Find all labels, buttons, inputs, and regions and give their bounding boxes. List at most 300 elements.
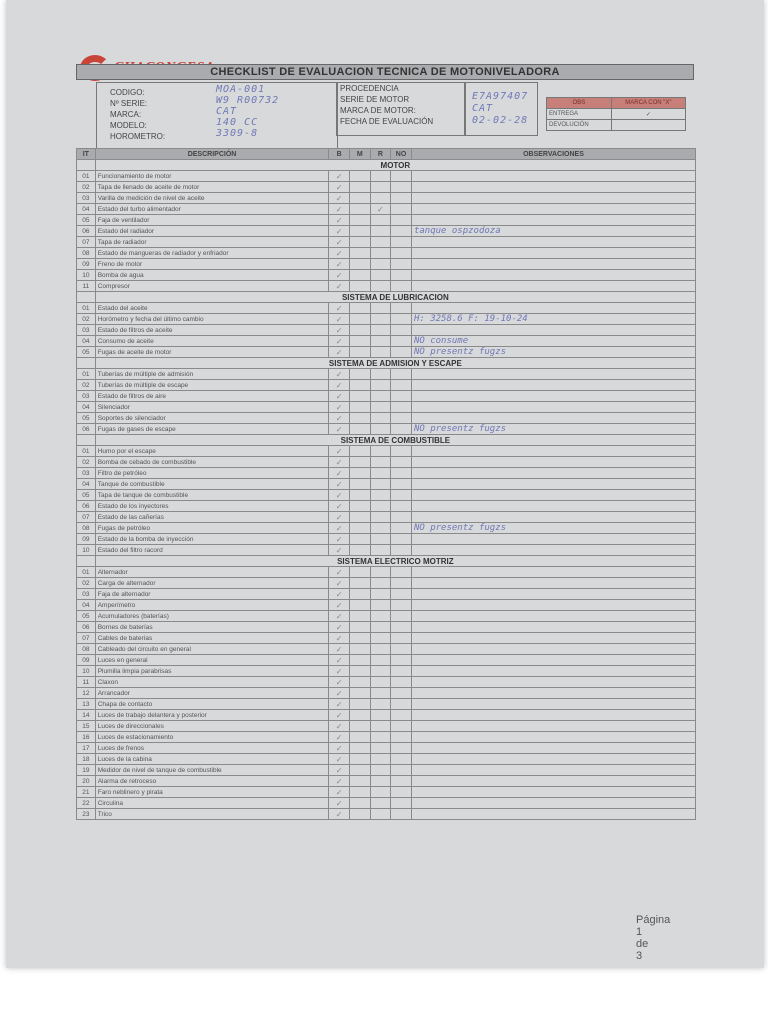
check-b[interactable]: ✓	[329, 281, 350, 292]
check-m[interactable]	[349, 787, 370, 798]
item-description: Luces de frenos	[95, 743, 329, 754]
check-b[interactable]: ✓	[329, 600, 350, 611]
check-m[interactable]	[349, 732, 370, 743]
check-b[interactable]: ✓	[329, 699, 350, 710]
item-observation	[411, 677, 695, 688]
check-m[interactable]	[349, 776, 370, 787]
check-no[interactable]	[391, 677, 412, 688]
check-m[interactable]	[349, 468, 370, 479]
item-number: 05	[77, 413, 96, 424]
check-no[interactable]	[391, 633, 412, 644]
check-m[interactable]	[349, 534, 370, 545]
table-row	[77, 534, 696, 545]
check-m[interactable]	[349, 578, 370, 589]
check-b[interactable]: ✓	[329, 666, 350, 677]
item-description: Bomba de agua	[95, 270, 329, 281]
check-r[interactable]	[370, 710, 391, 721]
check-r[interactable]	[370, 270, 391, 281]
check-r[interactable]	[370, 523, 391, 534]
check-r[interactable]	[370, 644, 391, 655]
check-b[interactable]: ✓	[329, 325, 350, 336]
check-m[interactable]	[349, 215, 370, 226]
check-m[interactable]	[349, 622, 370, 633]
check-no[interactable]	[391, 215, 412, 226]
col-it: IT	[77, 149, 96, 160]
check-r[interactable]	[370, 457, 391, 468]
check-no[interactable]	[391, 600, 412, 611]
check-b[interactable]: ✓	[329, 303, 350, 314]
check-r[interactable]	[370, 798, 391, 809]
check-no[interactable]	[391, 765, 412, 776]
check-r[interactable]	[370, 259, 391, 270]
table-row	[77, 336, 696, 347]
check-no[interactable]	[391, 578, 412, 589]
check-b[interactable]: ✓	[329, 809, 350, 820]
check-b[interactable]: ✓	[329, 182, 350, 193]
modelo-label: MODELO:	[110, 121, 147, 130]
check-r[interactable]	[370, 501, 391, 512]
item-description: Trico	[95, 809, 329, 820]
check-b[interactable]: ✓	[329, 611, 350, 622]
item-description: Luces en general	[95, 655, 329, 666]
check-m[interactable]	[349, 479, 370, 490]
check-b[interactable]: ✓	[329, 259, 350, 270]
check-no[interactable]	[391, 204, 412, 215]
check-r[interactable]	[370, 677, 391, 688]
item-number: 06	[77, 424, 96, 435]
check-no[interactable]	[391, 336, 412, 347]
table-row	[77, 171, 696, 182]
check-m[interactable]	[349, 347, 370, 358]
check-r[interactable]	[370, 446, 391, 457]
check-r[interactable]	[370, 809, 391, 820]
check-no[interactable]	[391, 270, 412, 281]
check-no[interactable]	[391, 314, 412, 325]
check-r[interactable]	[370, 721, 391, 732]
entrega-check[interactable]: ✓	[611, 109, 685, 120]
check-r[interactable]	[370, 171, 391, 182]
check-b[interactable]: ✓	[329, 589, 350, 600]
section-title: MOTOR	[95, 160, 695, 171]
check-no[interactable]	[391, 226, 412, 237]
check-b[interactable]: ✓	[329, 688, 350, 699]
serie-label: Nº SERIE:	[110, 99, 148, 108]
table-row	[77, 347, 696, 358]
check-r[interactable]	[370, 578, 391, 589]
check-m[interactable]	[349, 490, 370, 501]
item-observation	[411, 600, 695, 611]
page-number: Página 1 de 3	[636, 914, 671, 962]
check-r[interactable]	[370, 776, 391, 787]
check-r[interactable]	[370, 600, 391, 611]
item-description: Circulina	[95, 798, 329, 809]
check-b[interactable]: ✓	[329, 754, 350, 765]
check-no[interactable]	[391, 754, 412, 765]
check-r[interactable]	[370, 534, 391, 545]
check-m[interactable]	[349, 567, 370, 578]
check-m[interactable]	[349, 699, 370, 710]
check-b[interactable]: ✓	[329, 534, 350, 545]
check-m[interactable]	[349, 325, 370, 336]
table-row	[77, 501, 696, 512]
table-row	[77, 204, 696, 215]
check-r[interactable]	[370, 336, 391, 347]
check-no[interactable]	[391, 776, 412, 787]
check-b[interactable]: ✓	[329, 347, 350, 358]
check-b[interactable]: ✓	[329, 270, 350, 281]
check-b[interactable]: ✓	[329, 721, 350, 732]
check-no[interactable]	[391, 325, 412, 336]
check-no[interactable]	[391, 402, 412, 413]
col-m: M	[349, 149, 370, 160]
check-r[interactable]	[370, 512, 391, 523]
check-m[interactable]	[349, 655, 370, 666]
check-no[interactable]	[391, 259, 412, 270]
check-m[interactable]	[349, 314, 370, 325]
check-no[interactable]	[391, 611, 412, 622]
item-number: 09	[77, 655, 96, 666]
check-no[interactable]	[391, 699, 412, 710]
check-no[interactable]	[391, 182, 412, 193]
check-no[interactable]	[391, 457, 412, 468]
check-m[interactable]	[349, 677, 370, 688]
check-b[interactable]: ✓	[329, 776, 350, 787]
item-number: 09	[77, 534, 96, 545]
item-observation	[411, 413, 695, 424]
check-m[interactable]	[349, 754, 370, 765]
check-no[interactable]	[391, 237, 412, 248]
check-r[interactable]	[370, 248, 391, 259]
check-no[interactable]	[391, 468, 412, 479]
check-b[interactable]: ✓	[329, 633, 350, 644]
item-observation	[411, 468, 695, 479]
check-r[interactable]	[370, 490, 391, 501]
check-r[interactable]	[370, 226, 391, 237]
check-b[interactable]: ✓	[329, 380, 350, 391]
check-m[interactable]	[349, 413, 370, 424]
check-m[interactable]	[349, 259, 370, 270]
item-description: Estado del aceite	[95, 303, 329, 314]
check-b[interactable]: ✓	[329, 402, 350, 413]
item-observation	[411, 765, 695, 776]
check-no[interactable]	[391, 732, 412, 743]
check-b[interactable]: ✓	[329, 567, 350, 578]
item-description: Carga de alternador	[95, 578, 329, 589]
check-no[interactable]	[391, 171, 412, 182]
item-number: 05	[77, 347, 96, 358]
check-m[interactable]	[349, 600, 370, 611]
check-b[interactable]: ✓	[329, 314, 350, 325]
check-r[interactable]	[370, 182, 391, 193]
check-m[interactable]	[349, 457, 370, 468]
check-r[interactable]	[370, 402, 391, 413]
check-b[interactable]: ✓	[329, 677, 350, 688]
check-b[interactable]: ✓	[329, 468, 350, 479]
check-b[interactable]: ✓	[329, 787, 350, 798]
item-observation	[411, 655, 695, 666]
check-no[interactable]	[391, 567, 412, 578]
check-m[interactable]	[349, 237, 370, 248]
check-no[interactable]	[391, 479, 412, 490]
check-r[interactable]	[370, 688, 391, 699]
table-row	[77, 677, 696, 688]
check-b[interactable]: ✓	[329, 446, 350, 457]
check-m[interactable]	[349, 369, 370, 380]
table-row	[77, 732, 696, 743]
check-m[interactable]	[349, 281, 370, 292]
item-number: 03	[77, 589, 96, 600]
table-row	[77, 699, 696, 710]
check-r[interactable]	[370, 281, 391, 292]
check-b[interactable]: ✓	[329, 512, 350, 523]
check-no[interactable]	[391, 710, 412, 721]
check-no[interactable]	[391, 424, 412, 435]
check-no[interactable]	[391, 490, 412, 501]
check-r[interactable]	[370, 391, 391, 402]
check-b[interactable]: ✓	[329, 523, 350, 534]
check-r[interactable]	[370, 193, 391, 204]
marca-label: MARCA:	[110, 110, 142, 119]
item-description: Horómetro y fecha del último cambio	[95, 314, 329, 325]
check-r[interactable]	[370, 424, 391, 435]
item-description: Luces de direccionales	[95, 721, 329, 732]
check-r[interactable]: ✓	[370, 204, 391, 215]
check-m[interactable]	[349, 666, 370, 677]
check-no[interactable]	[391, 523, 412, 534]
item-description: Tapa de radiador	[95, 237, 329, 248]
check-r[interactable]	[370, 622, 391, 633]
item-number: 10	[77, 666, 96, 677]
check-no[interactable]	[391, 413, 412, 424]
check-r[interactable]	[370, 589, 391, 600]
check-no[interactable]	[391, 369, 412, 380]
check-b[interactable]: ✓	[329, 204, 350, 215]
table-row	[77, 798, 696, 809]
check-r[interactable]	[370, 303, 391, 314]
check-b[interactable]: ✓	[329, 391, 350, 402]
item-description: Acumuladores (baterías)	[95, 611, 329, 622]
table-row	[77, 215, 696, 226]
check-no[interactable]	[391, 798, 412, 809]
check-b[interactable]: ✓	[329, 545, 350, 556]
item-description: Tuberías de múltiple de escape	[95, 380, 329, 391]
check-r[interactable]	[370, 633, 391, 644]
table-row	[77, 182, 696, 193]
item-observation	[411, 204, 695, 215]
check-b[interactable]: ✓	[329, 424, 350, 435]
item-description: Chapa de contacto	[95, 699, 329, 710]
check-r[interactable]	[370, 732, 391, 743]
table-row	[77, 743, 696, 754]
check-no[interactable]	[391, 347, 412, 358]
check-r[interactable]	[370, 545, 391, 556]
check-no[interactable]	[391, 281, 412, 292]
check-b[interactable]: ✓	[329, 655, 350, 666]
check-m[interactable]	[349, 171, 370, 182]
check-m[interactable]	[349, 710, 370, 721]
check-r[interactable]	[370, 787, 391, 798]
check-m[interactable]	[349, 303, 370, 314]
check-r[interactable]	[370, 413, 391, 424]
checklist-table	[76, 148, 696, 820]
item-observation	[411, 325, 695, 336]
check-r[interactable]	[370, 314, 391, 325]
check-r[interactable]	[370, 655, 391, 666]
check-b[interactable]: ✓	[329, 457, 350, 468]
check-m[interactable]	[349, 446, 370, 457]
check-no[interactable]	[391, 655, 412, 666]
check-r[interactable]	[370, 468, 391, 479]
check-no[interactable]	[391, 193, 412, 204]
item-observation	[411, 611, 695, 622]
check-m[interactable]	[349, 501, 370, 512]
check-r[interactable]	[370, 699, 391, 710]
check-m[interactable]	[349, 743, 370, 754]
check-b[interactable]: ✓	[329, 226, 350, 237]
check-r[interactable]	[370, 325, 391, 336]
check-b[interactable]: ✓	[329, 490, 350, 501]
check-r[interactable]	[370, 237, 391, 248]
check-b[interactable]: ✓	[329, 479, 350, 490]
check-no[interactable]	[391, 534, 412, 545]
check-m[interactable]	[349, 270, 370, 281]
check-no[interactable]	[391, 501, 412, 512]
check-b[interactable]: ✓	[329, 193, 350, 204]
check-no[interactable]	[391, 303, 412, 314]
check-m[interactable]	[349, 721, 370, 732]
item-description: Faja de alternador	[95, 589, 329, 600]
check-no[interactable]	[391, 666, 412, 677]
check-b[interactable]: ✓	[329, 622, 350, 633]
check-r[interactable]	[370, 567, 391, 578]
check-r[interactable]	[370, 380, 391, 391]
check-r[interactable]	[370, 765, 391, 776]
check-no[interactable]	[391, 809, 412, 820]
check-m[interactable]	[349, 644, 370, 655]
check-no[interactable]	[391, 622, 412, 633]
check-r[interactable]	[370, 215, 391, 226]
check-m[interactable]	[349, 336, 370, 347]
serie-motor-value: E7A97407	[472, 91, 529, 102]
check-m[interactable]	[349, 402, 370, 413]
item-description: Faro neblinero y pirata	[95, 787, 329, 798]
check-no[interactable]	[391, 787, 412, 798]
item-number: 20	[77, 776, 96, 787]
check-b[interactable]: ✓	[329, 369, 350, 380]
check-no[interactable]	[391, 644, 412, 655]
check-no[interactable]	[391, 721, 412, 732]
check-m[interactable]	[349, 798, 370, 809]
table-row	[77, 325, 696, 336]
check-b[interactable]: ✓	[329, 248, 350, 259]
check-m[interactable]	[349, 193, 370, 204]
check-m[interactable]	[349, 391, 370, 402]
section-row	[77, 556, 696, 567]
check-b[interactable]: ✓	[329, 578, 350, 589]
check-no[interactable]	[391, 688, 412, 699]
item-description: Tapa de tanque de combustible	[95, 490, 329, 501]
item-observation	[411, 567, 695, 578]
check-m[interactable]	[349, 633, 370, 644]
section-title: SISTEMA DE LUBRICACION	[95, 292, 695, 303]
item-number: 03	[77, 468, 96, 479]
item-observation: NO presentz fugzs	[411, 424, 695, 435]
item-observation	[411, 446, 695, 457]
check-m[interactable]	[349, 380, 370, 391]
check-b[interactable]: ✓	[329, 710, 350, 721]
check-no[interactable]	[391, 512, 412, 523]
check-r[interactable]	[370, 743, 391, 754]
check-b[interactable]: ✓	[329, 237, 350, 248]
check-m[interactable]	[349, 512, 370, 523]
check-m[interactable]	[349, 611, 370, 622]
check-m[interactable]	[349, 523, 370, 534]
check-r[interactable]	[370, 347, 391, 358]
check-b[interactable]: ✓	[329, 215, 350, 226]
check-r[interactable]	[370, 479, 391, 490]
check-r[interactable]	[370, 369, 391, 380]
item-description: Estado del turbo alimentador	[95, 204, 329, 215]
check-m[interactable]	[349, 545, 370, 556]
check-m[interactable]	[349, 424, 370, 435]
item-number: 02	[77, 182, 96, 193]
check-r[interactable]	[370, 611, 391, 622]
check-m[interactable]	[349, 809, 370, 820]
check-b[interactable]: ✓	[329, 644, 350, 655]
check-no[interactable]	[391, 743, 412, 754]
check-b[interactable]: ✓	[329, 743, 350, 754]
table-row	[77, 633, 696, 644]
item-number: 03	[77, 193, 96, 204]
serie-value: W9 R00732	[216, 95, 280, 106]
check-r[interactable]	[370, 666, 391, 677]
item-description: Consumo de aceite	[95, 336, 329, 347]
check-no[interactable]	[391, 545, 412, 556]
check-m[interactable]	[349, 688, 370, 699]
check-b[interactable]: ✓	[329, 501, 350, 512]
check-b[interactable]: ✓	[329, 413, 350, 424]
check-m[interactable]	[349, 589, 370, 600]
check-m[interactable]	[349, 204, 370, 215]
check-m[interactable]	[349, 765, 370, 776]
item-observation: tanque ospzodoza	[411, 226, 695, 237]
check-b[interactable]: ✓	[329, 732, 350, 743]
check-b[interactable]: ✓	[329, 171, 350, 182]
item-observation	[411, 721, 695, 732]
check-b[interactable]: ✓	[329, 765, 350, 776]
check-no[interactable]	[391, 589, 412, 600]
check-m[interactable]	[349, 182, 370, 193]
item-observation	[411, 732, 695, 743]
item-observation	[411, 259, 695, 270]
check-no[interactable]	[391, 391, 412, 402]
table-row	[77, 765, 696, 776]
check-b[interactable]: ✓	[329, 798, 350, 809]
item-observation	[411, 402, 695, 413]
check-r[interactable]	[370, 754, 391, 765]
check-m[interactable]	[349, 248, 370, 259]
check-no[interactable]	[391, 380, 412, 391]
table-row	[77, 457, 696, 468]
check-no[interactable]	[391, 446, 412, 457]
devolucion-check[interactable]	[611, 120, 685, 131]
check-m[interactable]	[349, 226, 370, 237]
item-observation	[411, 248, 695, 259]
codigo-label: CODIGO:	[110, 88, 145, 97]
horometro-value: 3309-8	[216, 128, 259, 139]
check-b[interactable]: ✓	[329, 336, 350, 347]
check-no[interactable]	[391, 248, 412, 259]
